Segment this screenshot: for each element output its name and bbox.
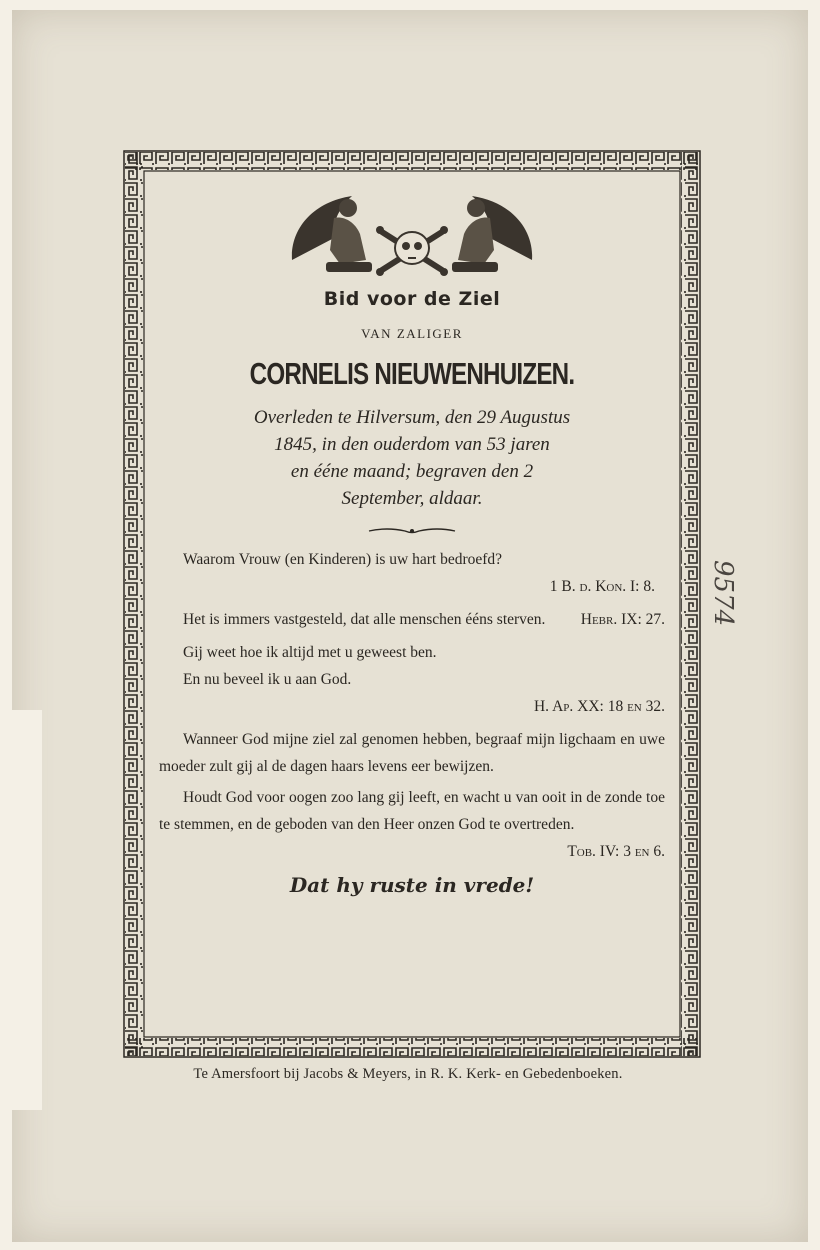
handwritten-note: 9574 [708, 560, 738, 627]
printer-imprint: Te Amersfoort bij Jacobs & Meyers, in R. K. Kerk- en Gebedenboeken. [193, 1066, 623, 1082]
passage-5-text: Houdt God voor oogen zoo lang gij leeft, en wacht u van ooit in de zonde toe te stemmen, en de geboden van den Heer onzen God te overtreden. [159, 789, 665, 833]
memorial-card-frame [123, 150, 701, 1058]
closing-blessing: Dat hy ruste in vrede! [289, 873, 535, 897]
deceased-name: CORNELIS NIEUWENHUIZEN. [249, 356, 575, 391]
torn-edge [12, 710, 42, 1110]
death-notice-line: en ééne maand; begraven den 2 [290, 461, 534, 482]
death-notice-line: September, aldaar. [341, 488, 483, 509]
ornament-divider-icon [367, 526, 457, 536]
death-notice-line: 1845, in den ouderdom van 53 jaren [274, 434, 550, 455]
prayer-heading: Bid voor de Ziel [323, 288, 501, 310]
passage-3-line: Gij weet hoe ik altijd met u geweest ben. [183, 644, 437, 661]
subheading: VAN ZALIGER [361, 326, 463, 341]
passage-2-reference: Hebr. IX: 27. [580, 611, 665, 628]
death-notice-line: Overleden te Hilversum, den 29 Augustus [253, 407, 571, 428]
passage-3-line: En nu beveel ik u aan God. [183, 671, 352, 688]
angels-skull-crossbones-icon [282, 190, 542, 282]
passage-1-reference: 1 B. d. Kon. I: 8. [549, 578, 655, 595]
passage-1-text: Waarom Vrouw (en Kinderen) is uw hart bedroefd? [183, 551, 503, 568]
passage-4-text: Wanneer God mijne ziel zal genomen hebben, begraaf mijn ligchaam en uwe moeder zult gij al de dagen haars levens eer bewijzen. [159, 731, 665, 775]
passage-5-reference: Tob. IV: 3 en 6. [567, 843, 665, 860]
passage-3-reference: H. Ap. XX: 18 en 32. [533, 698, 665, 715]
passage-2-text: Het is immers vastgesteld, dat alle menschen ééns sterven. [183, 611, 546, 628]
death-notice [159, 404, 665, 512]
